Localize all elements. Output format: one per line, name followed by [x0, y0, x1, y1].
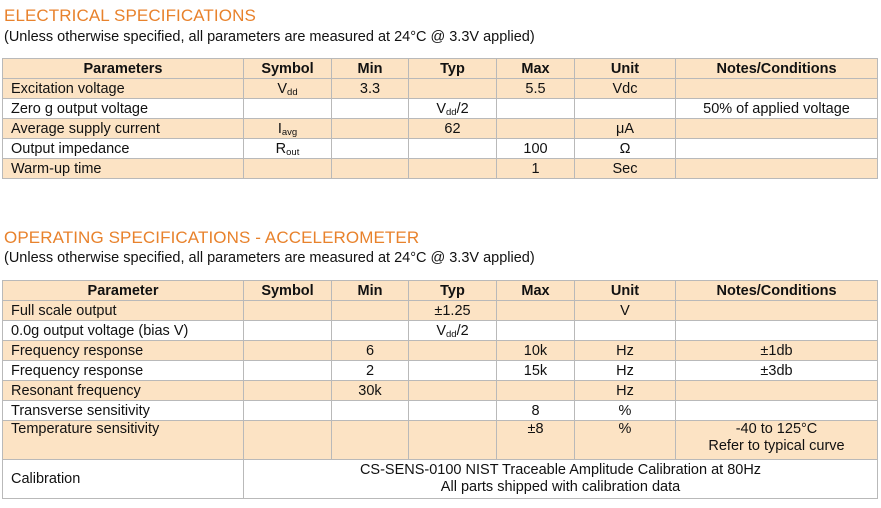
column-header: Min: [332, 281, 409, 301]
electrical-table: [2, 58, 878, 179]
notes-cell: [676, 159, 878, 179]
table-row: [3, 341, 878, 361]
notes-cell: [676, 321, 878, 341]
max-cell: 100: [497, 139, 575, 159]
notes-cell: [676, 301, 878, 321]
symbol-cell: $V_{dd}$: [244, 79, 332, 99]
operating-title: OPERATING SPECIFICATIONS - ACCELEROMETER: [4, 228, 420, 247]
column-header: Max: [497, 281, 575, 301]
param-cell: Zero g output voltage: [3, 99, 244, 119]
param-cell: Temperature sensitivity: [3, 421, 244, 460]
param-cell: Resonant frequency: [3, 381, 244, 401]
param-cell: Warm-up time: [3, 159, 244, 179]
max-cell: [497, 99, 575, 119]
max-cell: 5.5: [497, 79, 575, 99]
notes-cell: [676, 421, 878, 460]
param-cell: Transverse sensitivity: [3, 401, 244, 421]
symbol-cell: [244, 401, 332, 421]
table-row: [3, 159, 878, 179]
notes-cell: ±1db: [676, 341, 878, 361]
notes-cell: [676, 401, 878, 421]
max-cell: [497, 301, 575, 321]
notes-cell: [676, 381, 878, 401]
column-header: Parameter: [3, 281, 244, 301]
column-header: Unit: [575, 59, 676, 79]
typ-cell: [409, 421, 497, 460]
table-row: [3, 421, 878, 460]
min-cell: [332, 99, 409, 119]
typ-cell: [409, 361, 497, 381]
electrical-subtitle: (Unless otherwise specified, all parameters are measured at 24°C @ 3.3V applied): [4, 29, 535, 45]
min-cell: 6: [332, 341, 409, 361]
param-cell: Output impedance: [3, 139, 244, 159]
min-cell: [332, 159, 409, 179]
symbol-cell: [244, 341, 332, 361]
column-header: Typ: [409, 59, 497, 79]
table-row: [3, 361, 878, 381]
max-cell: 10k: [497, 341, 575, 361]
calibration-row: [3, 460, 878, 499]
unit-cell: %: [575, 401, 676, 421]
param-cell: 0.0g output voltage (bias V): [3, 321, 244, 341]
notes-cell: [676, 119, 878, 139]
typ-cell: [409, 401, 497, 421]
unit-cell: V: [575, 301, 676, 321]
unit-cell: %: [575, 421, 676, 460]
min-cell: [332, 401, 409, 421]
param-cell: Frequency response: [3, 361, 244, 381]
unit-cell: Sec: [575, 159, 676, 179]
symbol-cell: [244, 361, 332, 381]
table-row: [3, 401, 878, 421]
unit-cell: μA: [575, 119, 676, 139]
unit-cell: Hz: [575, 341, 676, 361]
typ-cell: [409, 79, 497, 99]
column-header: Symbol: [244, 59, 332, 79]
calibration-line: CS-SENS-0100 NIST Traceable Amplitude Calibration at 80Hz: [359, 462, 762, 478]
symbol-cell: [244, 421, 332, 460]
notes-line: Refer to typical curve: [708, 438, 845, 454]
unit-cell: Vdc: [575, 79, 676, 99]
typ-cell: $V_{dd}/2$: [409, 99, 497, 119]
column-header: Parameters: [3, 59, 244, 79]
column-header: Min: [332, 59, 409, 79]
max-cell: 15k: [497, 361, 575, 381]
notes-cell: [676, 79, 878, 99]
typ-cell: $V_{dd}/2$: [409, 321, 497, 341]
symbol-cell: [244, 381, 332, 401]
max-cell: [497, 119, 575, 139]
calibration-line: All parts shipped with calibration data: [440, 479, 681, 495]
param-cell: Frequency response: [3, 341, 244, 361]
min-cell: [332, 119, 409, 139]
calibration-text: [244, 460, 878, 499]
table-row: [3, 119, 878, 139]
table-row: [3, 381, 878, 401]
symbol-cell: $R_{out}$: [244, 139, 332, 159]
symbol-cell: [244, 301, 332, 321]
notes-cell: 50% of applied voltage: [676, 99, 878, 119]
max-cell: 1: [497, 159, 575, 179]
max-cell: ±8: [497, 421, 575, 460]
min-cell: 3.3: [332, 79, 409, 99]
operating-table: [2, 280, 878, 499]
max-cell: 8: [497, 401, 575, 421]
unit-cell: Hz: [575, 361, 676, 381]
min-cell: [332, 139, 409, 159]
max-cell: [497, 381, 575, 401]
column-header: Symbol: [244, 281, 332, 301]
column-header: Typ: [409, 281, 497, 301]
notes-cell: ±3db: [676, 361, 878, 381]
table-row: [3, 139, 878, 159]
table-row: [3, 79, 878, 99]
unit-cell: [575, 321, 676, 341]
table-header-row: [3, 281, 878, 301]
typ-cell: ±1.25: [409, 301, 497, 321]
unit-cell: Ω: [575, 139, 676, 159]
column-header: Max: [497, 59, 575, 79]
table-row: [3, 321, 878, 341]
table-row: [3, 99, 878, 119]
symbol-cell: $I_{avg}$: [244, 119, 332, 139]
electrical-title: ELECTRICAL SPECIFICATIONS: [4, 6, 256, 25]
operating-subtitle: (Unless otherwise specified, all parameters are measured at 24°C @ 3.3V applied): [4, 250, 535, 266]
column-header: Notes/Conditions: [676, 59, 878, 79]
typ-cell: [409, 159, 497, 179]
param-cell: Excitation voltage: [3, 79, 244, 99]
column-header: Notes/Conditions: [676, 281, 878, 301]
min-cell: [332, 421, 409, 460]
typ-cell: 62: [409, 119, 497, 139]
typ-cell: [409, 381, 497, 401]
symbol-cell: [244, 321, 332, 341]
unit-cell: [575, 99, 676, 119]
min-cell: 2: [332, 361, 409, 381]
param-cell: Calibration: [3, 460, 244, 499]
param-cell: Full scale output: [3, 301, 244, 321]
param-cell: Average supply current: [3, 119, 244, 139]
typ-cell: [409, 341, 497, 361]
min-cell: [332, 301, 409, 321]
min-cell: 30k: [332, 381, 409, 401]
symbol-cell: [244, 159, 332, 179]
unit-cell: Hz: [575, 381, 676, 401]
table-row: [3, 301, 878, 321]
table-header-row: [3, 59, 878, 79]
min-cell: [332, 321, 409, 341]
typ-cell: [409, 139, 497, 159]
notes-line: -40 to 125°C: [735, 421, 818, 437]
symbol-cell: [244, 99, 332, 119]
column-header: Unit: [575, 281, 676, 301]
max-cell: [497, 321, 575, 341]
notes-cell: [676, 139, 878, 159]
